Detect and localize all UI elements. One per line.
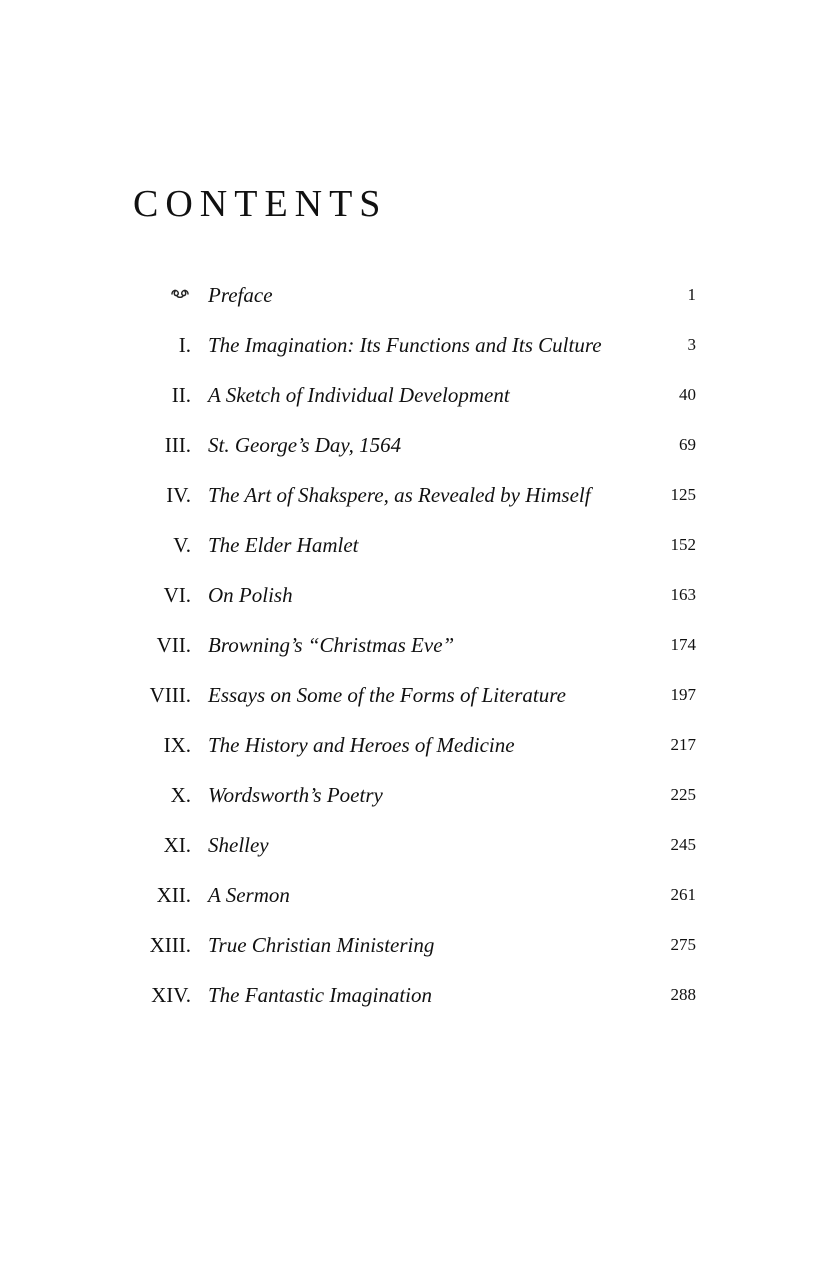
toc-entry-page: 3 xyxy=(687,335,696,354)
toc-entry-title: A Sermon xyxy=(208,882,290,907)
toc-entry-page: 245 xyxy=(670,835,696,854)
toc-entry-title: The History and Heroes of Medicine xyxy=(208,732,515,757)
toc-entry-number: XIV. xyxy=(151,982,191,1007)
toc-entry-title: A Sketch of Individual Development xyxy=(208,382,510,407)
toc-entry-number: XIII. xyxy=(149,932,191,957)
toc-entry-number: X. xyxy=(170,782,191,807)
toc-entry-title: Browning’s “Christmas Eve” xyxy=(208,632,455,657)
fleuron-icon xyxy=(133,284,191,307)
toc-entry-title: The Art of Shakspere, as Revealed by Himself xyxy=(208,482,591,507)
toc-entry-number: IV. xyxy=(166,482,191,507)
toc-entry[interactable] xyxy=(133,370,696,420)
toc-entry-page: 261 xyxy=(670,885,696,904)
toc-entry-title: The Imagination: Its Functions and Its Culture xyxy=(208,332,602,357)
toc-entry-title: St. George’s Day, 1564 xyxy=(208,432,402,457)
toc-entry[interactable] xyxy=(133,670,696,720)
toc-entry-page: 288 xyxy=(670,985,696,1004)
toc-entry-number: VI. xyxy=(163,582,191,607)
toc-entry-page: 275 xyxy=(670,935,696,954)
toc-entry-number: II. xyxy=(171,382,191,407)
toc-entry[interactable] xyxy=(133,620,696,670)
toc-entry-page: 40 xyxy=(679,385,696,404)
toc-entry[interactable] xyxy=(133,470,696,520)
toc-entry-number: V. xyxy=(173,532,191,557)
toc-entry-page: 1 xyxy=(687,285,696,304)
toc-entry-title: The Fantastic Imagination xyxy=(208,982,432,1007)
toc-entry-number: XII. xyxy=(156,882,191,907)
toc-entry-number: XI. xyxy=(163,832,191,857)
toc-entry-title: On Polish xyxy=(208,582,293,607)
toc-entry-page: 152 xyxy=(670,535,696,554)
toc-entry-page: 69 xyxy=(679,435,696,454)
toc-entry[interactable] xyxy=(133,920,696,970)
toc-entry[interactable] xyxy=(133,570,696,620)
toc-entry[interactable] xyxy=(133,720,696,770)
toc-entry-page: 174 xyxy=(670,635,696,654)
toc-entry[interactable] xyxy=(133,770,696,820)
toc-entry-number: VII. xyxy=(156,632,191,657)
toc-entry[interactable] xyxy=(133,320,696,370)
toc-entry[interactable] xyxy=(133,870,696,920)
toc-entry[interactable] xyxy=(133,520,696,570)
toc-entry[interactable] xyxy=(133,420,696,470)
toc-entry-page: 225 xyxy=(670,785,696,804)
toc-entry-number: I. xyxy=(178,332,191,357)
table-of-contents xyxy=(133,270,696,1020)
toc-entry-title: True Christian Ministering xyxy=(208,932,435,957)
toc-entry-number: IX. xyxy=(163,732,191,757)
toc-entry-page: 217 xyxy=(670,735,696,754)
page-title: CONTENTS xyxy=(133,183,388,225)
toc-entry-title: Shelley xyxy=(208,832,269,857)
toc-entry-page: 197 xyxy=(670,685,696,704)
toc-entry-title: The Elder Hamlet xyxy=(208,532,359,557)
toc-entry-title: Essays on Some of the Forms of Literature xyxy=(208,682,566,707)
toc-entry[interactable] xyxy=(133,970,696,1020)
toc-entry-title: Preface xyxy=(208,282,273,307)
toc-entry-title: Wordsworth’s Poetry xyxy=(208,782,383,807)
toc-entry-page: 125 xyxy=(670,485,696,504)
toc-entry[interactable] xyxy=(133,820,696,870)
toc-entry-number: III. xyxy=(164,432,191,457)
toc-entry-preface[interactable] xyxy=(133,270,696,320)
toc-entry-page: 163 xyxy=(670,585,696,604)
toc-entry-number: VIII. xyxy=(149,682,191,707)
